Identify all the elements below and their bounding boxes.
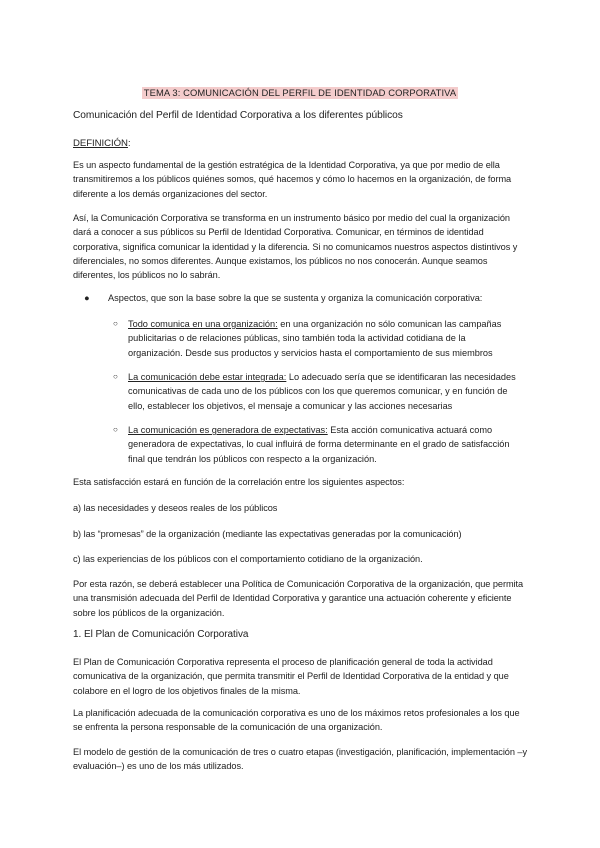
list-item-a: a) las necesidades y deseos reales de los públicos xyxy=(73,503,278,513)
definition-label: DEFINICIÓN xyxy=(73,138,128,149)
subitem-3-label: La comunicación es generadora de expectativas: xyxy=(128,425,328,435)
definition-colon: : xyxy=(127,138,131,148)
paragraph-6: La planificación adecuada de la comunicación corporativa es uno de los máximos retos profesionales a los que se enfrenta la persona responsable de la comunicación de una organización. xyxy=(73,708,520,733)
subitem-2-label: La comunicación debe estar integrada: xyxy=(128,372,287,382)
paragraph-7: El modelo de gestión de la comunicación de tres o cuatro etapas (investigación, planificación, implementación –y evaluación–) es uno de los más utilizados. xyxy=(73,747,528,772)
definition-heading xyxy=(73,136,529,151)
subitem-marker: ○ xyxy=(113,319,118,328)
paragraph-1: Es un aspecto fundamental de la gestión estratégica de la Identidad Corporativa, ya que por medio de ella transmitiremos a los públicos quiénes somos, qué hacemos y cómo lo hacemos en la organización, de forma diferente a los demás organizaciones del sector. xyxy=(73,160,512,199)
section-1-heading: 1. El Plan de Comunicación Corporativa xyxy=(73,629,249,640)
paragraph-5: El Plan de Comunicación Corporativa representa el proceso de planificación general de toda la actividad comunicativa de la organización, que permita transmitir el Perfil de Identidad Corporativa de la entidad y que colabore en el logro de los objetivos finales de la misma. xyxy=(73,657,509,696)
subitem-2-text: Lo adecuado sería que se identificaran las necesidades comunicativas de cada uno de los públicos con los que queremos comunicar, y en función de ello, establecer los objetivos, el mensaje a comunicar y las acciones necesarias xyxy=(128,372,516,411)
paragraph-3: Esta satisfacción estará en función de la correlación entre los siguientes aspectos: xyxy=(73,477,405,487)
subitem-1-label: Todo comunica en una organización: xyxy=(128,319,278,329)
list-item-b: b) las “promesas” de la organización (mediante las expectativas generadas por la comunicación) xyxy=(73,529,462,539)
subitem-2 xyxy=(113,370,520,413)
subitem-marker: ○ xyxy=(113,372,118,381)
paragraph-2: Así, la Comunicación Corporativa se transforma en un instrumento básico por medio del cual la organización dará a conocer a sus públicos su Perfil de Identidad Corporativa. Comunicar, en términos de identidad corporativa, significa comunicar la identidad y la diferencia. Si no comunicamos nuestros aspectos distintivos y diferenciales, no somos diferentes. Aunque existamos, los públicos no nos conocerán. Aunque seamos diferentes, los públicos no lo sabrán. xyxy=(73,213,518,281)
subitem-3-text: Esta acción comunicativa actuará como generadora de expectativas, lo cual influirá de forma determinante en el grado de satisfacción final que tendrán los públicos con respecto a la organización. xyxy=(128,425,510,464)
paragraph-4: Por esta razón, se deberá establecer una Política de Comunicación Corporativa de la organización, que permita una transmisión adecuada del Perfil de Identidad Corporativa y garantice una actuación coherente y eficiente sobre los públicos de la organización. xyxy=(73,579,524,618)
title-container xyxy=(0,83,600,101)
subitem-3 xyxy=(113,423,520,466)
bullet-text: Aspectos, que son la base sobre la que se sustenta y organiza la comunicación corporativa: xyxy=(108,293,483,303)
page-title: TEMA 3: COMUNICACIÓN DEL PERFIL DE IDENTIDAD CORPORATIVA xyxy=(143,87,457,98)
subitem-marker: ○ xyxy=(113,425,118,434)
subitem-1-text: en una organización no sólo comunican las campañas publicitarias o de relaciones públicas, sino también toda la actividad cotidiana de la organización. Desde sus productos y servicios hasta el comportamiento de sus miembros xyxy=(128,319,502,358)
subtitle: Comunicación del Perfil de Identidad Corporativa a los diferentes públicos xyxy=(73,110,403,121)
list-item-c: c) las experiencias de los públicos con el comportamiento cotidiano de la organización. xyxy=(73,554,423,564)
bullet-marker: ● xyxy=(84,293,90,303)
subitem-1 xyxy=(113,317,520,360)
